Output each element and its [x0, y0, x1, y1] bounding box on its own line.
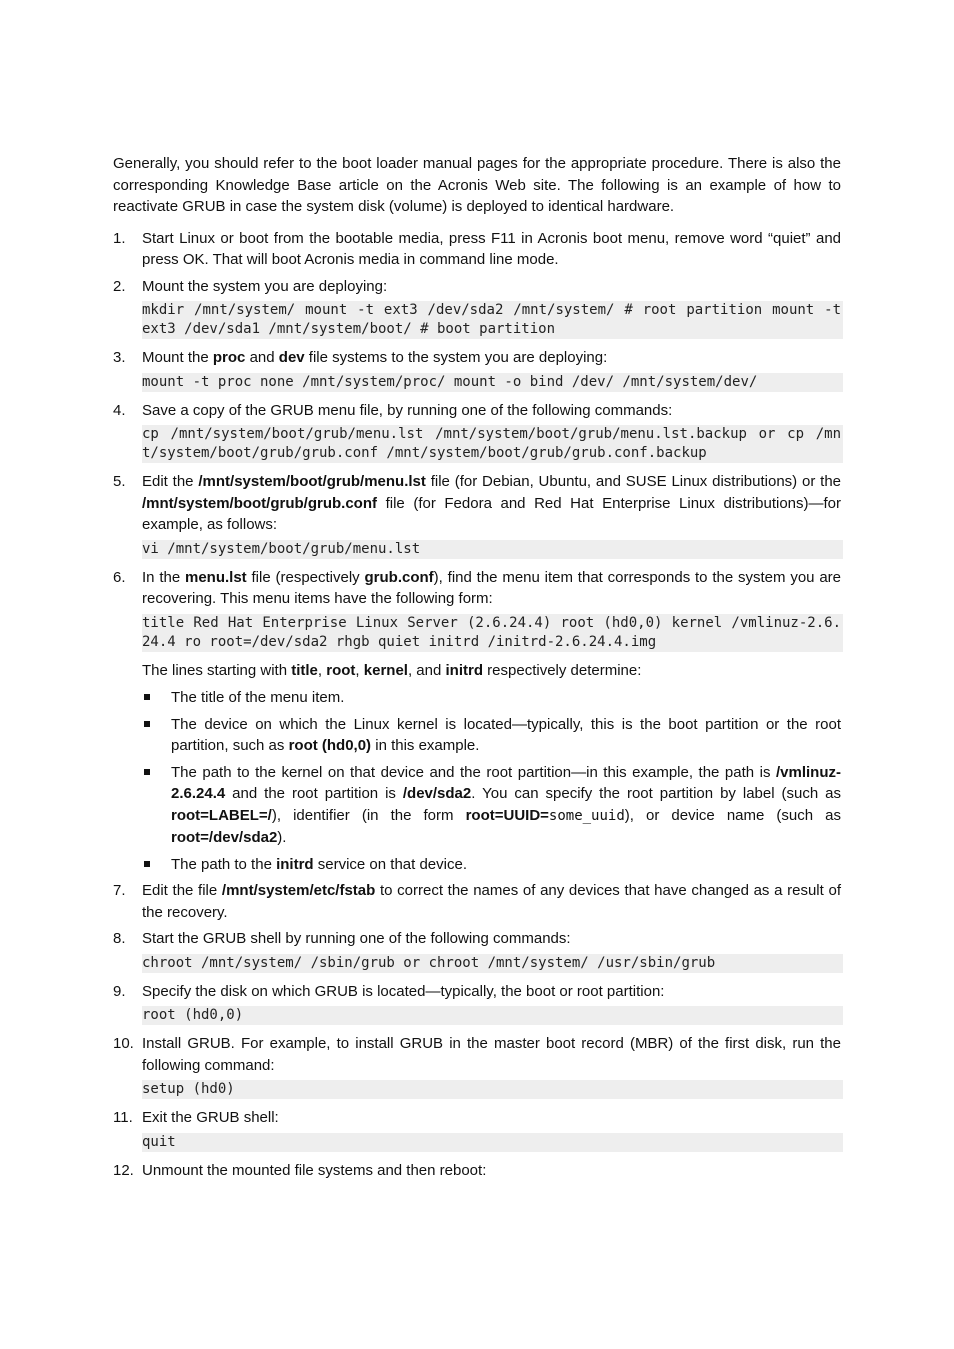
step-11: [113, 1107, 841, 1152]
code-block: mount -t proc none /mnt/system/proc/ mount -o bind /dev/ /mnt/system/dev/: [142, 373, 843, 392]
step-text: Mount the proc and dev file systems to the system you are deploying:: [142, 349, 608, 366]
step-text: Start Linux or boot from the bootable media, press F11 in Acronis boot menu, remove word “quiet” and press OK. That will boot Acronis media in command line mode.: [142, 229, 841, 268]
bullet-square-icon: [144, 861, 150, 867]
step-text: Exit the GRUB shell:: [142, 1109, 279, 1126]
bullet-square-icon: [144, 769, 150, 775]
step-number: 1.: [113, 229, 126, 247]
step-number: 4.: [113, 401, 126, 419]
step-number: 9.: [113, 982, 126, 1000]
step-number: 7.: [113, 882, 126, 899]
step-number: 12.: [113, 1161, 134, 1179]
step-number: 11.: [113, 1109, 133, 1126]
step-number: 5.: [113, 473, 126, 490]
document-page: [113, 153, 841, 1186]
step-10: [113, 1033, 841, 1099]
step-text: Mount the system you are deploying:: [142, 277, 388, 295]
code-block: setup (hd0): [142, 1080, 843, 1099]
step-text: In the menu.lst file (respectively grub.conf), find the menu item that corresponds to the system you are recovering. This menu items have the following form:: [142, 568, 841, 607]
step-number: 3.: [113, 349, 126, 366]
step-8: [113, 928, 841, 973]
code-block: chroot /mnt/system/ /sbin/grub or chroot /mnt/system/ /usr/sbin/grub: [142, 954, 843, 973]
step-5: [113, 471, 841, 559]
code-block: vi /mnt/system/boot/grub/menu.lst: [142, 540, 843, 559]
step-1: [113, 228, 841, 271]
step-2: [113, 276, 841, 340]
bullet-item: The path to the kernel on that device and the root partition—in this example, the path is /vmlinuz-2.6.24.4 and the root partition is /dev/sda2. You can specify the root partition by label (such as root=LABEL=/), identifier (in the form root=UUID=some_uuid), or device name (such as root=/dev/sda2).: [142, 762, 841, 849]
bullet-item: The path to the initrd service on that device.: [142, 854, 841, 876]
bullet-item: The title of the menu item.: [142, 687, 841, 709]
step-12: [113, 1160, 841, 1182]
step-9: [113, 981, 841, 1026]
step-number: 10.: [113, 1035, 134, 1052]
bullet-list: [142, 687, 841, 875]
step-number: 6.: [113, 568, 126, 586]
step-text: Start the GRUB shell by running one of the following commands:: [142, 930, 571, 947]
code-block: mkdir /mnt/system/ mount -t ext3 /dev/sda2 /mnt/system/ # root partition mount -t ext3 /dev/sda1 /mnt/system/boot/ # boot partition: [142, 302, 841, 337]
code-block: title Red Hat Enterprise Linux Server (2.6.24.4) root (hd0,0) kernel /vmlinuz-2.6.24.4 ro root=/dev/sda2 rhgb quiet initrd /initrd-2.6.24.4.img: [142, 614, 841, 650]
step-number: 8.: [113, 930, 126, 947]
step-text: Save a copy of the GRUB menu file, by running one of the following commands:: [142, 401, 673, 419]
step-7: [113, 880, 841, 923]
step-text: Install GRUB. For example, to install GRUB in the master boot record (MBR) of the first disk, run the following command:: [142, 1035, 841, 1074]
lines-description: The lines starting with title, root, kernel, and initrd respectively determine:: [142, 661, 642, 679]
bullet-item: The device on which the Linux kernel is located—typically, this is the boot partition or the root partition, such as root (hd0,0) in this example.: [142, 714, 841, 757]
bullet-square-icon: [144, 694, 150, 700]
intro-paragraph: Generally, you should refer to the boot loader manual pages for the appropriate procedure. There is also the corresponding Knowledge Base article on the Acronis Web site. The following is an example of how to reactivate GRUB in case the system disk (volume) is deployed to identical hardware.: [113, 155, 841, 215]
step-6: [113, 567, 841, 876]
step-text: Specify the disk on which GRUB is located—typically, the boot or root partition:: [142, 982, 665, 1000]
step-number: 2.: [113, 277, 126, 295]
step-3: [113, 347, 841, 392]
steps-list: [113, 228, 841, 1182]
code-block: cp /mnt/system/boot/grub/menu.lst /mnt/system/boot/grub/menu.lst.backup or cp /mnt/system/boot/grub/grub.conf /mnt/system/boot/grub/grub.conf.backup: [142, 426, 841, 461]
step-4: [113, 400, 841, 464]
step-text: Unmount the mounted file systems and then reboot:: [142, 1161, 487, 1179]
step-text: Edit the /mnt/system/boot/grub/menu.lst file (for Debian, Ubuntu, and SUSE Linux distributions) or the /mnt/system/boot/grub/grub.conf file (for Fedora and Red Hat Enterprise Linux distributions)—for example, as follows:: [142, 473, 841, 533]
step-text: Edit the file /mnt/system/etc/fstab to correct the names of any devices that have changed as a result of the recovery.: [142, 882, 841, 921]
code-block: root (hd0,0): [142, 1006, 843, 1025]
bullet-square-icon: [144, 721, 150, 727]
code-block: quit: [142, 1133, 843, 1152]
